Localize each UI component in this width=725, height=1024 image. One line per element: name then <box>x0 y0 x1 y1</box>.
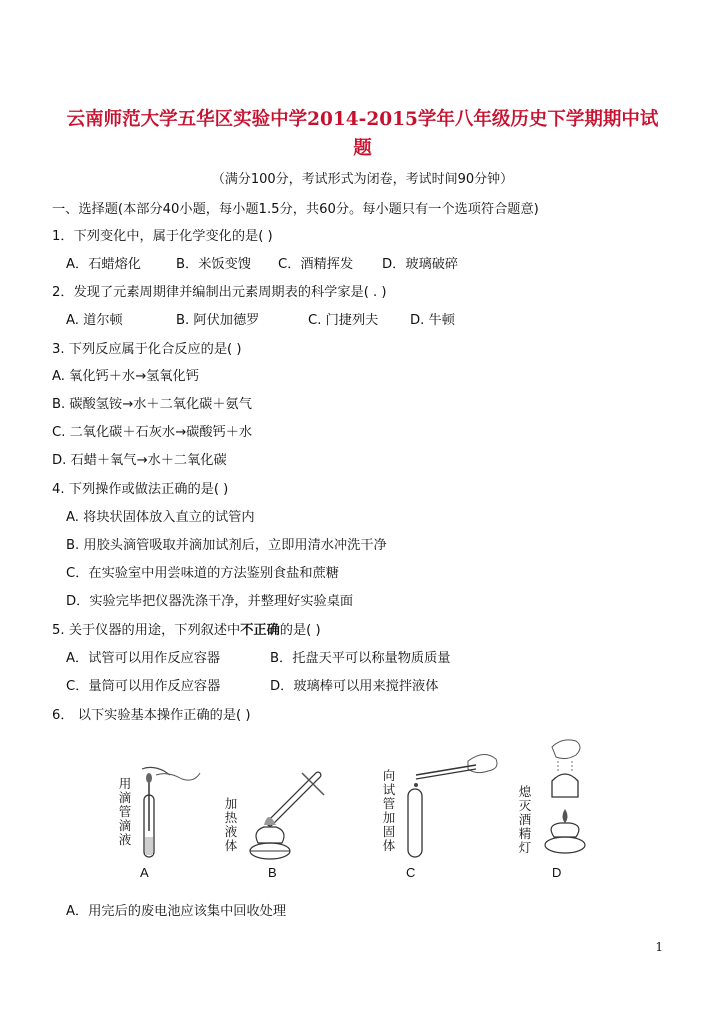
question-5-stem-before: 5. 关于仪器的用途，下列叙述中 <box>52 623 241 638</box>
panel-c-letter: C <box>406 865 416 880</box>
question-5-option-b: B．托盘天平可以称量物质质量 <box>270 651 451 666</box>
question-5-option-c: C．量筒可以用作反应容器 <box>66 679 221 694</box>
question-5-option-a: A．试管可以用作反应容器 <box>66 651 221 666</box>
panel-b-heating-drawing <box>240 765 340 865</box>
question-1-stem: 1．下列变化中，属于化学变化的是( ) <box>52 229 273 244</box>
panel-d-label: 熄 灭 酒 精 灯 <box>518 784 532 855</box>
exam-title <box>40 105 685 163</box>
question-2-option-b: B. 阿伏加德罗 <box>176 313 260 328</box>
question-7-option-a: A．用完后的废电池应该集中回收处理 <box>66 904 287 919</box>
question-2-option-c: C. 门捷列夫 <box>308 313 379 328</box>
question-2-stem: 2．发现了元素周期律并编制出元素周期表的科学家是( . ) <box>52 285 387 300</box>
panel-a-letter: A <box>140 865 149 880</box>
panel-b-label: 加 热 液 体 <box>224 796 238 853</box>
panel-d-lamp-drawing <box>532 737 612 867</box>
question-2-option-a: A. 道尔顿 <box>66 313 123 328</box>
question-2-option-d: D. 牛顿 <box>410 313 455 328</box>
question-1-option-b: B．米饭变馊 <box>176 257 251 272</box>
panel-d-letter: D <box>552 865 562 880</box>
question-5-stem <box>52 621 321 641</box>
question-5-stem-emphasis: 不正确 <box>240 623 280 638</box>
question-5-stem-after: 的是( ) <box>279 623 321 638</box>
question-1-option-a: A．石蜡熔化 <box>66 257 141 272</box>
question-5-option-d: D．玻璃棒可以用来搅拌液体 <box>270 679 439 694</box>
question-3-option-b: B. 碳酸氢铵→水＋二氧化碳＋氨气 <box>52 397 252 412</box>
question-6-stem: 6． 以下实验基本操作正确的是( ) <box>52 708 251 723</box>
question-4-option-b: B. 用胶头滴管吸取并滴加试剂后，立即用清水冲洗干净 <box>66 538 387 553</box>
page-number: 1 <box>655 940 663 954</box>
panel-c-solid-drawing <box>396 747 506 862</box>
question-4-stem: 4. 下列操作或做法正确的是( ) <box>52 482 229 497</box>
panel-a-dropper-drawing <box>134 765 204 865</box>
panel-b-letter: B <box>268 865 277 880</box>
question-4-option-c: C．在实验室中用尝味道的方法鉴别食盐和蔗糖 <box>66 566 339 581</box>
lab-operations-figure <box>100 735 610 885</box>
question-4-option-d: D．实验完毕把仪器洗涤干净，并整理好实验桌面 <box>66 594 354 609</box>
title-line-2: 题 <box>353 138 372 159</box>
question-3-stem: 3. 下列反应属于化合反应的是( ) <box>52 342 242 357</box>
question-1-option-c: C．酒精挥发 <box>278 257 354 272</box>
section-header: 一、选择题(本部分40小题，每小题1.5分，共60分。每小题只有一个选项符合题意) <box>52 202 539 217</box>
question-3-option-a: A. 氧化钙＋水→氢氧化钙 <box>52 369 199 384</box>
title-line-1: 云南师范大学五华区实验中学2014-2015学年八年级历史下学期期中试 <box>66 109 659 130</box>
question-1-option-d: D．玻璃破碎 <box>382 257 459 272</box>
panel-a-label: 用 滴 管 滴 液 <box>118 776 132 847</box>
question-4-option-a: A. 将块状固体放入直立的试管内 <box>66 510 255 525</box>
question-3-option-d: D. 石蜡＋氧气→水＋二氧化碳 <box>52 453 227 468</box>
exam-subtitle: （满分100分，考试形式为闭卷，考试时间90分钟） <box>211 172 514 187</box>
panel-c-label: 向 试 管 加 固 体 <box>382 768 396 853</box>
question-3-option-c: C. 二氧化碳＋石灰水→碳酸钙＋水 <box>52 425 253 440</box>
